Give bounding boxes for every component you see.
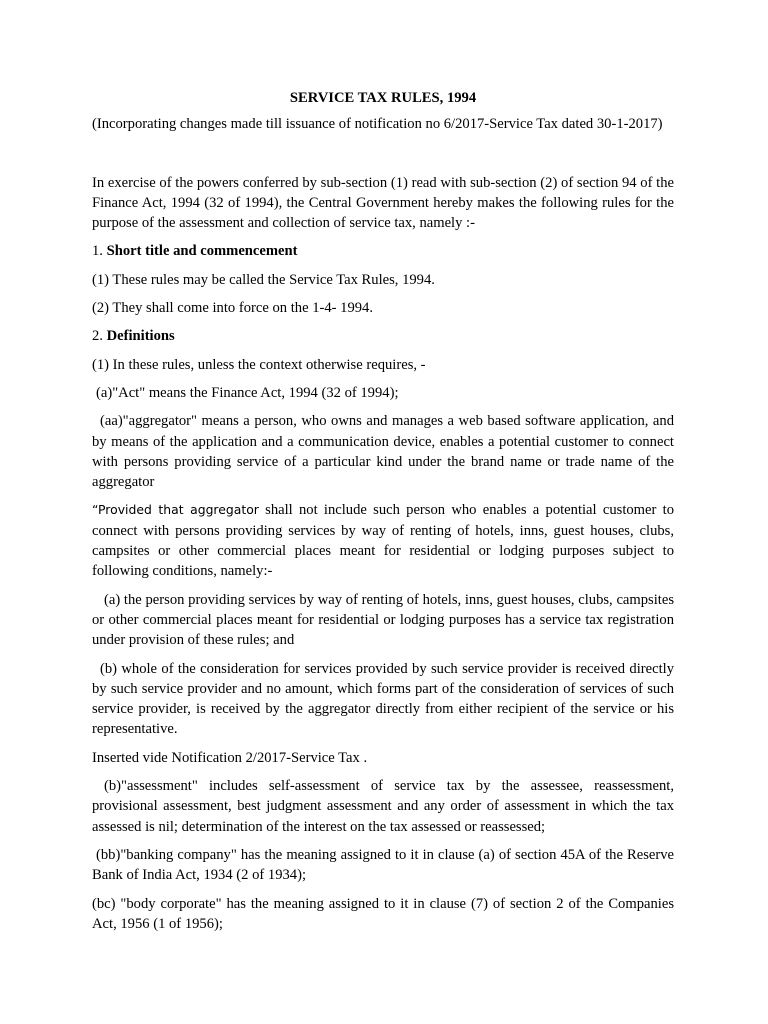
section-1-heading bbox=[92, 241, 674, 261]
definition-aggregator: (aa)"aggregator" means a person, who owns and manages a web based software application, and by means of the application and a communication device, enables a potential customer to connect with persons providing service of a particular kind under the brand name or trade name of the aggregator bbox=[92, 413, 674, 491]
section-2-number: 2. bbox=[92, 328, 107, 345]
section-1-clause-2: (2) They shall come into force on the 1-4- 1994. bbox=[92, 300, 373, 317]
inserted-note: Inserted vide Notification 2/2017-Service Tax . bbox=[92, 749, 368, 766]
condition-a: (a) the person providing services by way of renting of hotels, inns, guest houses, clubs, campsites or other commercial places meant for residential or lodging purposes has a service tax registration under provision of these rules; and bbox=[92, 591, 674, 649]
condition-b: (b) whole of the consideration for services provided by such service provider is received directly by such service provider and no amount, which forms part of the consideration of services of such service provider, is received by the aggregator directly from either recipient of the service or his representative. bbox=[92, 660, 674, 738]
definition-banking-company: (bb)"banking company" has the meaning assigned to it in clause (a) of section 45A of the Reserve Bank of India Act, 1934 (2 of 1934); bbox=[92, 846, 674, 884]
proviso-paragraph bbox=[92, 500, 674, 581]
section-2-title: Definitions bbox=[106, 328, 175, 345]
document-title: SERVICE TAX RULES, 1994 bbox=[289, 90, 477, 106]
section-1-number: 1. bbox=[92, 243, 107, 260]
preamble-paragraph: In exercise of the powers conferred by sub-section (1) read with sub-section (2) of section 94 of the Finance Act, 1994 (32 of 1994), the Central Government hereby makes the following rules for the purpose of the assessment and collection of service tax, namely :- bbox=[92, 174, 674, 232]
definition-body-corporate: (bc) "body corporate" has the meaning assigned to it in clause (7) of section 2 of the Companies Act, 1956 (1 of 1956); bbox=[92, 895, 674, 932]
definition-act: (a)"Act" means the Finance Act, 1994 (32 of 1994); bbox=[96, 384, 399, 401]
proviso-text: shall not include such person who enables a potential customer to connect with persons providing services by way of renting of hotels, inns, guest houses, clubs, campsites or other commercial places meant for residential or lodging purposes subject to following conditions, namely:- bbox=[92, 502, 674, 580]
section-2-heading bbox=[92, 326, 674, 346]
document-subtitle: (Incorporating changes made till issuance of notification no 6/2017-Service Tax dated 30-1-2017) bbox=[92, 116, 663, 133]
definition-assessment: (b)"assessment" includes self-assessment of service tax by the assessee, reassessment, provisional assessment, best judgment assessment and any order of assessment in which the tax assessed is nil; determination of the interest on the tax assessed or reassessed; bbox=[92, 778, 674, 835]
section-1-title: Short title and commencement bbox=[106, 243, 298, 260]
proviso-lead: “Provided that aggregator bbox=[92, 502, 259, 518]
section-1-clause-1: (1) These rules may be called the Service Tax Rules, 1994. bbox=[92, 271, 435, 288]
section-2-clause-1: (1) In these rules, unless the context otherwise requires, - bbox=[92, 356, 426, 373]
document-page bbox=[92, 88, 674, 934]
